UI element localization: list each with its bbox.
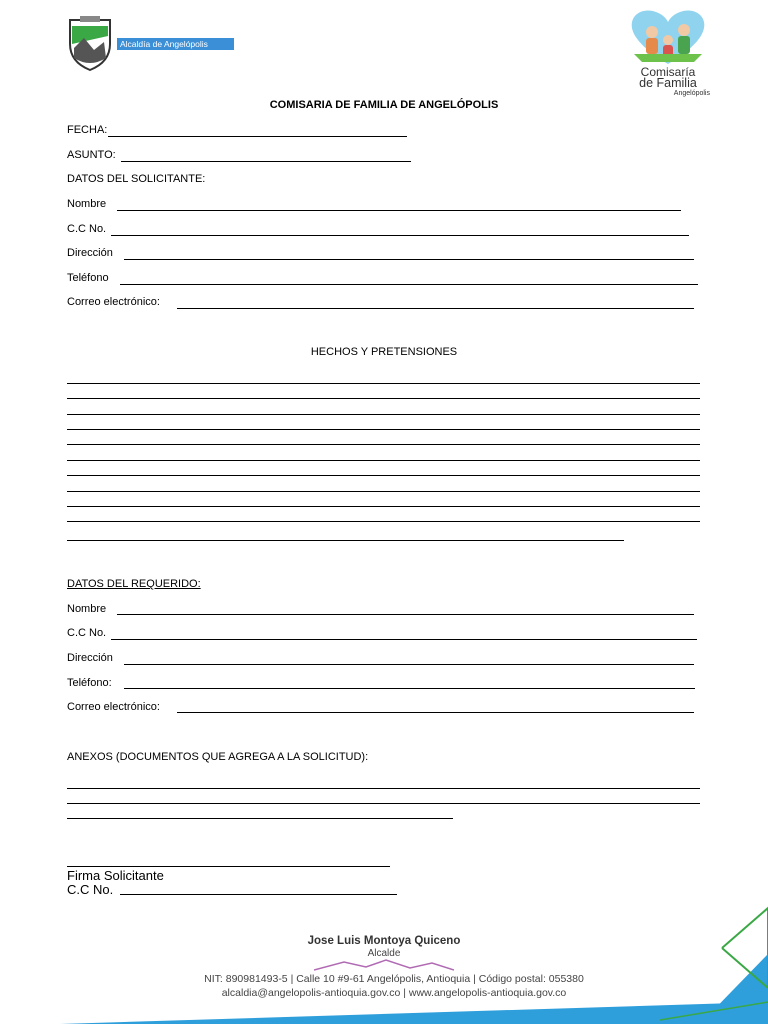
- signature-label: Firma Solicitante: [67, 868, 164, 883]
- hechos-line[interactable]: [67, 491, 700, 492]
- solicitante-correo-line[interactable]: [177, 308, 694, 309]
- solicitante-heading: DATOS DEL SOLICITANTE:: [67, 173, 206, 185]
- alcaldia-banner: Alcaldía de Angelópolis: [117, 38, 234, 50]
- hechos-heading: HECHOS Y PRETENSIONES: [310, 346, 458, 358]
- hechos-line[interactable]: [67, 398, 700, 399]
- solicitante-nombre-line[interactable]: [117, 210, 681, 211]
- requerido-direccion-line[interactable]: [124, 664, 694, 665]
- solicitante-correo-label: Correo electrónico:: [67, 296, 160, 308]
- mayor-role: Alcalde: [367, 948, 401, 959]
- comisaria-logo: [626, 8, 710, 102]
- solicitante-direccion-label: Dirección: [67, 247, 113, 259]
- comisaria-logo-text-line2: de Familia: [639, 76, 697, 90]
- footer-info-line1: NIT: 890981493-5 | Calle 10 #9-61 Angelópolis, Antioquia | Código postal: 055380: [204, 973, 584, 985]
- signature-cc-label: C.C No.: [67, 882, 114, 897]
- fecha-label: FECHA:: [67, 124, 108, 136]
- requerido-direccion-label: Dirección: [67, 652, 113, 664]
- hechos-line[interactable]: [67, 540, 624, 541]
- mayor-name: Jose Luis Montoya Quiceno: [307, 935, 461, 947]
- solicitante-telefono-line[interactable]: [120, 284, 698, 285]
- requerido-telefono-line[interactable]: [124, 688, 695, 689]
- comisaria-logo-text-line1: Comisaría: [640, 65, 696, 79]
- hechos-line[interactable]: [67, 414, 700, 415]
- requerido-cc-label: C.C No.: [67, 627, 107, 639]
- family-heart-icon: [628, 8, 708, 66]
- anexos-heading: ANEXOS (DOCUMENTOS QUE AGREGA A LA SOLICITUD):: [67, 751, 369, 763]
- hechos-line[interactable]: [67, 475, 700, 476]
- document-title: COMISARIA DE FAMILIA DE ANGELÓPOLIS: [269, 99, 499, 111]
- solicitante-direccion-line[interactable]: [124, 259, 694, 260]
- requerido-telefono-label: Teléfono:: [67, 677, 112, 689]
- signature-line[interactable]: [67, 866, 390, 867]
- alcaldia-logo: [60, 14, 235, 72]
- solicitante-cc-line[interactable]: [111, 235, 689, 236]
- hechos-line[interactable]: [67, 460, 700, 461]
- footer-decoration: [0, 894, 768, 1024]
- solicitante-cc-label: C.C No.: [67, 223, 107, 235]
- shield-crest-icon: [60, 14, 120, 72]
- asunto-label: ASUNTO:: [67, 149, 116, 161]
- requerido-nombre-label: Nombre: [67, 603, 107, 615]
- solicitante-nombre-label: Nombre: [67, 198, 107, 210]
- hechos-line[interactable]: [67, 444, 700, 445]
- hechos-line[interactable]: [67, 429, 700, 430]
- requerido-correo-label: Correo electrónico:: [67, 701, 160, 713]
- solicitante-telefono-label: Teléfono: [67, 272, 109, 284]
- hechos-line[interactable]: [67, 521, 700, 522]
- comisaria-logo-text-line3: Angelópolis: [673, 90, 710, 97]
- footer-info-line2: alcaldia@angelopolis-antioquia.gov.co | www.angelopolis-antioquia.gov.co: [221, 987, 567, 999]
- anexos-line[interactable]: [67, 788, 700, 789]
- asunto-line[interactable]: [121, 161, 411, 162]
- requerido-correo-line[interactable]: [177, 712, 694, 713]
- hechos-line[interactable]: [67, 506, 700, 507]
- anexos-line[interactable]: [67, 818, 453, 819]
- anexos-line[interactable]: [67, 803, 700, 804]
- requerido-nombre-line[interactable]: [117, 614, 694, 615]
- requerido-cc-line[interactable]: [111, 639, 697, 640]
- fecha-line[interactable]: [108, 136, 407, 137]
- hechos-line[interactable]: [67, 383, 700, 384]
- requerido-heading: DATOS DEL REQUERIDO:: [67, 578, 201, 590]
